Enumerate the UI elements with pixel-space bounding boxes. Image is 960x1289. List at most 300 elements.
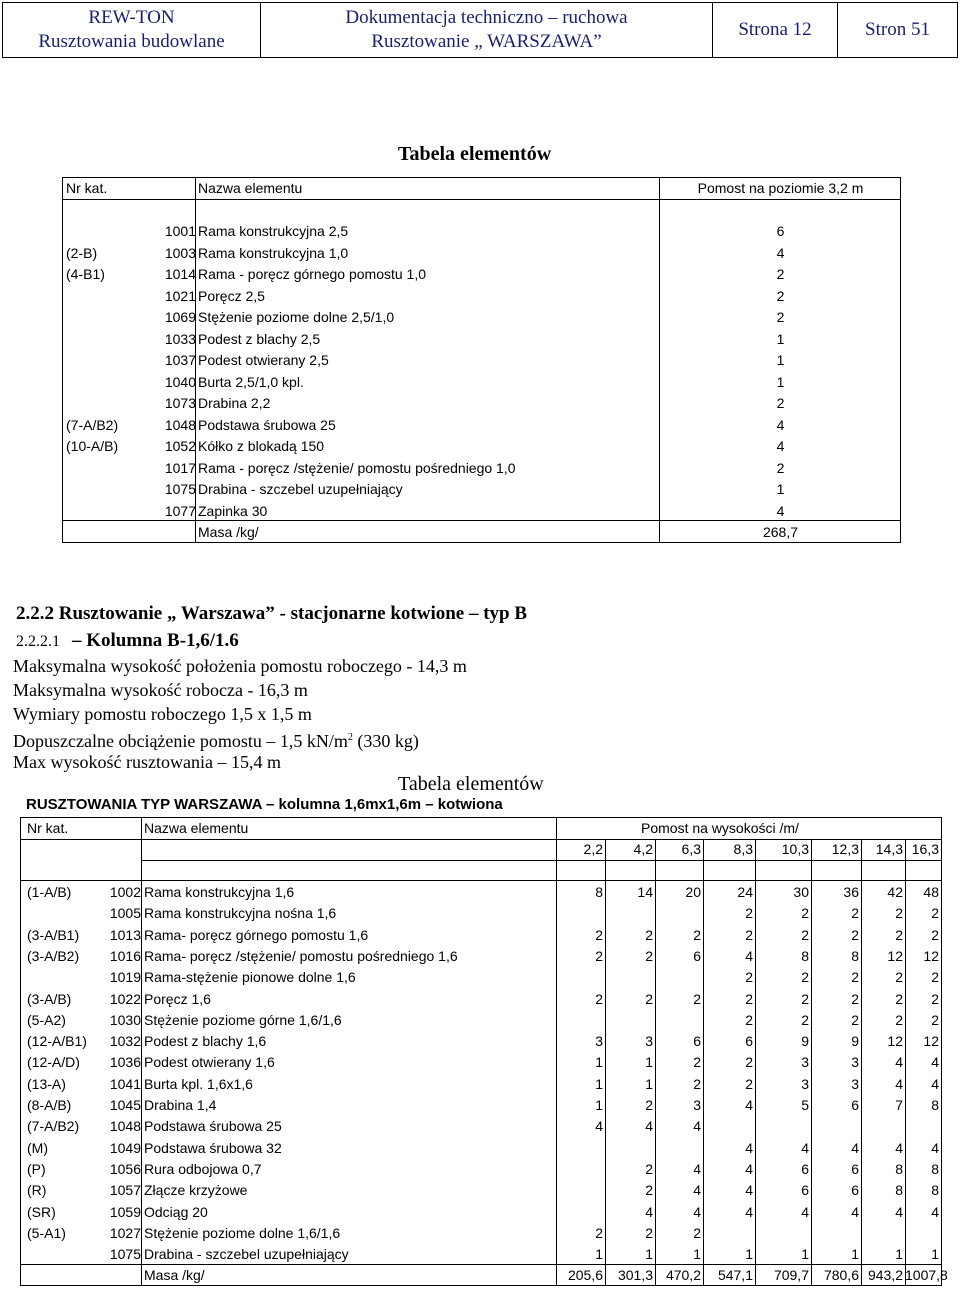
t2-cell-nrkat: (12-A/D) — [27, 1054, 80, 1071]
t2-cell-value: 1 — [931, 1246, 939, 1263]
t2-row — [21, 1116, 941, 1137]
t2-cell-name: Podest otwierany 1,6 — [144, 1054, 275, 1071]
t2-cell-value: 2 — [931, 905, 939, 922]
t2-cell-value: 4 — [645, 1203, 653, 1220]
t2-cell-code: 1030 — [109, 1011, 141, 1028]
spec-line: Wymiary pomostu roboczego 1,5 x 1,5 m — [13, 704, 312, 724]
t2-cell-value: 2 — [801, 1011, 809, 1028]
t2-cell-name: Podstawa śrubowa 32 — [144, 1139, 282, 1156]
t2-cell-value: 4 — [931, 1139, 939, 1156]
t2-cell-value: 2 — [645, 990, 653, 1007]
t1-cell-name: Drabina 2,2 — [198, 395, 271, 411]
t1-cell-value: 2 — [776, 266, 785, 282]
t2-cell-value: 3 — [801, 1054, 809, 1071]
t1-cell-nrkat: (7-A/B2) — [66, 416, 119, 433]
spec-line: Max wysokość rusztowania – 15,4 m — [13, 752, 281, 772]
table2-title: RUSZTOWANIA TYP WARSZAWA – kolumna 1,6mx1,6m – kotwiona — [26, 796, 503, 813]
t2-header-row — [21, 818, 941, 839]
t2-cell-name: Rama konstrukcyjna 1,6 — [144, 884, 295, 900]
t2-cell-nrkat: (SR) — [27, 1203, 56, 1220]
t2-cell-value: 6 — [745, 1033, 753, 1050]
t2-cell-value: 2 — [895, 969, 903, 986]
t1-cell-value: 2 — [776, 309, 785, 325]
t2-cell-value: 2 — [745, 969, 753, 986]
t2-cell-code: 1005 — [109, 905, 141, 922]
t1-cell-name: Kółko z blokadą 150 — [198, 438, 325, 454]
t1-cell-value: 1 — [776, 373, 785, 390]
t1-cell-name: Podest z blachy 2,5 — [198, 330, 321, 347]
t1-cell-value: 1 — [776, 481, 785, 497]
t2-cell-value: 12 — [923, 947, 939, 964]
t2-cell-code: 1075 — [109, 1246, 141, 1263]
t2-cell-value: 8 — [595, 884, 603, 900]
t2-divider — [861, 839, 862, 1285]
t1-mass-row — [63, 522, 900, 544]
subsection-number: 2.2.2.1 — [16, 633, 60, 650]
t2-cell-value: 1 — [801, 1246, 809, 1263]
t1-cell-value: 6 — [776, 223, 785, 239]
t1-cell-code: 1048 — [164, 416, 196, 433]
table1-caption: Tabela elementów — [398, 143, 552, 165]
t2-cell-value: 14 — [637, 884, 653, 900]
t2-cell-value: 8 — [851, 947, 859, 964]
t2-cell-value: 1 — [595, 1075, 603, 1092]
t2-cell-value: 6 — [693, 947, 701, 964]
t1-cell-nrkat: (10-A/B) — [66, 438, 119, 454]
t2-cell-code: 1032 — [109, 1033, 141, 1050]
t2-divider — [556, 818, 557, 1285]
t2-height-cell: 12,3 — [831, 841, 859, 857]
t1-cell-code: 1052 — [164, 438, 196, 454]
t2-cell-code: 1019 — [109, 969, 141, 986]
t2-cell-nrkat: (P) — [27, 1160, 46, 1177]
t2-cell-value: 2 — [595, 926, 603, 943]
t1-cell-name: Rama - poręcz górnego pomostu 1,0 — [198, 266, 427, 282]
t2-cell-value: 4 — [693, 1118, 701, 1135]
t2-row — [21, 989, 941, 1010]
t2-cell-code: 1002 — [109, 884, 141, 900]
t2-cell-value: 4 — [595, 1118, 603, 1135]
t2-cell-name: Drabina 1,4 — [144, 1097, 217, 1113]
t2-cell-name: Rama- poręcz /stężenie/ pomostu pośredniego 1,6 — [144, 947, 458, 964]
t1-cell-value: 4 — [776, 502, 785, 519]
t2-cell-value: 12 — [887, 947, 903, 964]
t2-cell-value: 48 — [923, 884, 939, 900]
t2-cell-code: 1059 — [109, 1203, 141, 1220]
t2-cell-value: 2 — [645, 1224, 653, 1241]
t2-cell-value: 2 — [801, 905, 809, 922]
t2-cell-value: 3 — [595, 1033, 603, 1050]
t2-divider — [703, 839, 704, 1285]
t1-row — [63, 286, 900, 308]
t2-cell-value: 6 — [851, 1097, 859, 1113]
t2-cell-value: 7 — [895, 1097, 903, 1113]
t2-cell-value: 2 — [851, 926, 859, 943]
t2-cell-code: 1041 — [109, 1075, 141, 1092]
t2-row — [21, 1223, 941, 1244]
t2-cell-value: 2 — [645, 1182, 653, 1199]
t2-height-cell: 2,2 — [583, 841, 603, 857]
t2-row — [21, 1202, 941, 1223]
t2-cell-value: 8 — [931, 1182, 939, 1199]
t1-cell-code: 1014 — [164, 266, 196, 282]
t2-cell-code: 1016 — [109, 947, 141, 964]
t2-cell-value: 4 — [895, 1139, 903, 1156]
t2-cell-value: 2 — [745, 990, 753, 1007]
page-header — [2, 2, 958, 58]
t2-cell-value: 2 — [645, 1160, 653, 1177]
t2-cell-nrkat: (7-A/B2) — [27, 1118, 80, 1135]
t2-cell-code: 1036 — [109, 1054, 141, 1071]
t2-cell-value: 8 — [895, 1160, 903, 1177]
t2-row — [21, 1074, 941, 1095]
t2-cell-code: 1049 — [109, 1139, 141, 1156]
t2-cell-value: 1 — [851, 1246, 859, 1263]
t2-cell-value: 30 — [793, 884, 809, 900]
t2-col-name: Nazwa elementu — [144, 820, 249, 836]
t1-row — [63, 479, 900, 501]
t1-cell-code: 1003 — [164, 244, 196, 261]
load-tail: (330 kg) — [352, 731, 419, 751]
t2-height-cell: 16,3 — [911, 841, 939, 857]
t1-cell-code: 1075 — [164, 481, 196, 497]
t2-cell-code: 1056 — [109, 1160, 141, 1177]
elements-table-2 — [20, 817, 948, 1286]
t1-cell-value: 4 — [776, 416, 785, 433]
t2-cell-value: 2 — [745, 1011, 753, 1028]
t2-cell-value: 2 — [895, 905, 903, 922]
t2-cell-value: 6 — [851, 1182, 859, 1199]
t1-cell-value: 2 — [776, 287, 785, 304]
t2-mass-label: Masa /kg/ — [144, 1267, 205, 1284]
t1-row — [63, 307, 900, 329]
t2-cell-value: 4 — [693, 1182, 701, 1199]
t2-row — [21, 967, 941, 988]
t1-cell-nrkat: (2-B) — [66, 244, 98, 261]
t2-cell-value: 2 — [895, 990, 903, 1007]
t2-cell-value: 2 — [745, 905, 753, 922]
t2-row — [21, 1010, 941, 1031]
t2-cell-nrkat: (12-A/B1) — [27, 1033, 87, 1050]
t2-cell-name: Rama konstrukcyjna nośna 1,6 — [144, 905, 337, 922]
t1-cell-code: 1037 — [164, 352, 196, 368]
t2-cell-code: 1013 — [109, 926, 141, 943]
t2-height-cell: 8,3 — [733, 841, 753, 857]
t1-row — [63, 393, 900, 415]
t2-row — [21, 925, 941, 946]
load-superscript: 2 — [347, 732, 353, 743]
spec-load-line — [13, 726, 419, 753]
t2-row — [21, 1159, 941, 1180]
t2-cell-value: 12 — [923, 1033, 939, 1050]
t2-height-cell: 14,3 — [875, 841, 903, 857]
t1-cell-name: Stężenie poziome dolne 2,5/1,0 — [198, 309, 395, 325]
t1-cell-value: 1 — [776, 330, 785, 347]
t2-cell-value: 4 — [745, 1139, 753, 1156]
t2-cell-value: 2 — [645, 1097, 653, 1113]
t2-cell-nrkat: (13-A) — [27, 1075, 66, 1092]
t2-height-cell: 6,3 — [681, 841, 701, 857]
t2-cell-value: 2 — [801, 990, 809, 1007]
t2-cell-value: 3 — [801, 1075, 809, 1092]
t2-col-nrkat: Nr kat. — [27, 820, 69, 836]
t2-mass-value: 943,2 — [867, 1267, 903, 1284]
t1-cell-name: Podest otwierany 2,5 — [198, 352, 329, 368]
t1-cell-code: 1001 — [164, 223, 196, 239]
t2-mass-value: 709,7 — [773, 1267, 809, 1284]
subsection-heading — [16, 630, 239, 652]
t2-cell-name: Rura odbojowa 0,7 — [144, 1160, 262, 1177]
t1-cell-value: 4 — [776, 438, 785, 454]
t2-cell-nrkat: (3-A/B2) — [27, 947, 80, 964]
t1-cell-code: 1040 — [164, 373, 196, 390]
t2-cell-value: 1 — [745, 1246, 753, 1263]
t1-header-row — [63, 178, 900, 200]
t2-cell-value: 2 — [693, 1054, 701, 1071]
t2-cell-value: 42 — [887, 884, 903, 900]
t2-row — [21, 1052, 941, 1073]
t1-cell-name: Podstawa śrubowa 25 — [198, 416, 336, 433]
t2-cell-value: 1 — [595, 1246, 603, 1263]
t2-mass-value: 780,6 — [823, 1267, 859, 1284]
subsection-title: – Kolumna B-1,6/1.6 — [72, 630, 239, 651]
t1-cell-code: 1069 — [164, 309, 196, 325]
t2-cell-value: 2 — [895, 926, 903, 943]
t1-cell-name: Burta 2,5/1,0 kpl. — [198, 373, 304, 390]
company-subtitle: Rusztowania budowlane — [38, 31, 225, 52]
elements-table-1 — [62, 177, 901, 543]
page-number: Strona 12 — [713, 3, 838, 58]
t2-cell-value: 2 — [931, 1011, 939, 1028]
t2-row — [21, 903, 941, 924]
t2-cell-nrkat: (3-A/B) — [27, 990, 72, 1007]
t2-cell-name: Rama-stężenie pionowe dolne 1,6 — [144, 969, 356, 986]
t1-row — [63, 329, 900, 351]
t2-cell-value: 20 — [685, 884, 701, 900]
t2-height-cell: 4,2 — [633, 841, 653, 857]
t2-cell-value: 1 — [645, 1054, 653, 1071]
t1-cell-code: 1021 — [164, 287, 196, 304]
t2-cell-value: 6 — [693, 1033, 701, 1050]
t2-rule — [21, 880, 941, 881]
t2-cell-value: 9 — [851, 1033, 859, 1050]
t2-cell-value: 4 — [745, 1097, 753, 1113]
t2-cell-name: Odciąg 20 — [144, 1203, 208, 1220]
t2-cell-value: 4 — [931, 1075, 939, 1092]
t2-cell-value: 1 — [693, 1246, 701, 1263]
t2-cell-value: 2 — [851, 1011, 859, 1028]
t2-heights-row — [21, 839, 941, 860]
t2-cell-value: 4 — [851, 1203, 859, 1220]
t2-cell-nrkat: (1-A/B) — [27, 884, 72, 900]
t2-cell-value: 4 — [745, 947, 753, 964]
t2-cell-value: 2 — [645, 947, 653, 964]
t1-col-value: Pomost na poziomie 3,2 m — [697, 180, 864, 196]
t1-row — [63, 350, 900, 372]
t2-divider — [655, 839, 656, 1285]
t1-row — [63, 264, 900, 286]
t2-cell-nrkat: (M) — [27, 1139, 48, 1156]
table2-caption: Tabela elementów — [398, 773, 544, 795]
t2-cell-value: 1 — [645, 1246, 653, 1263]
t2-cell-value: 8 — [895, 1182, 903, 1199]
t2-cell-code: 1048 — [109, 1118, 141, 1135]
document-title: Dokumentacja techniczno – ruchowa — [345, 7, 628, 28]
t2-cell-name: Rama- poręcz górnego pomostu 1,6 — [144, 926, 369, 943]
t1-row — [63, 415, 900, 437]
t2-cell-value: 2 — [595, 947, 603, 964]
t2-cell-name: Burta kpl. 1,6x1,6 — [144, 1075, 253, 1092]
t1-col-nrkat: Nr kat. — [66, 180, 108, 196]
t2-cell-value: 36 — [843, 884, 859, 900]
t2-cell-value: 2 — [801, 969, 809, 986]
t2-cell-value: 6 — [801, 1182, 809, 1199]
t1-cell-name: Rama konstrukcyjna 1,0 — [198, 244, 349, 261]
t2-cell-value: 2 — [801, 926, 809, 943]
t2-cell-name: Złącze krzyżowe — [144, 1182, 248, 1199]
t2-cell-value: 4 — [851, 1139, 859, 1156]
t2-cell-value: 3 — [645, 1033, 653, 1050]
t2-cell-name: Poręcz 1,6 — [144, 990, 211, 1007]
t2-cell-nrkat: (3-A/B1) — [27, 926, 80, 943]
t2-divider — [141, 818, 142, 1285]
t2-cell-code: 1022 — [109, 990, 141, 1007]
t1-row — [63, 458, 900, 480]
t2-rule — [141, 860, 941, 861]
t1-cell-value: 1 — [776, 352, 785, 368]
t2-cell-value: 2 — [931, 990, 939, 1007]
t2-cell-value: 2 — [745, 1075, 753, 1092]
t2-cell-value: 2 — [851, 990, 859, 1007]
t1-cell-name: Rama konstrukcyjna 2,5 — [198, 223, 349, 239]
t2-cell-value: 1 — [595, 1054, 603, 1071]
t2-cell-value: 6 — [801, 1160, 809, 1177]
t2-cell-name: Podstawa śrubowa 25 — [144, 1118, 282, 1135]
t2-cell-value: 3 — [693, 1097, 701, 1113]
t2-row — [21, 1138, 941, 1159]
section-heading: 2.2.2 Rusztowanie „ Warszawa” - stacjonarne kotwione – typ B — [16, 603, 528, 624]
t2-cell-name: Stężenie poziome górne 1,6/1,6 — [144, 1011, 342, 1028]
t2-cell-value: 2 — [931, 969, 939, 986]
t2-divider — [905, 839, 906, 1285]
t2-cell-value: 1 — [595, 1097, 603, 1113]
t2-cell-value: 4 — [693, 1203, 701, 1220]
t2-cell-value: 4 — [801, 1203, 809, 1220]
t2-cell-name: Stężenie poziome dolne 1,6/1,6 — [144, 1224, 341, 1241]
t2-cell-value: 3 — [851, 1054, 859, 1071]
t1-row — [63, 501, 900, 523]
page-count: Stron 51 — [838, 3, 958, 58]
t1-cell-value: 4 — [776, 244, 785, 261]
t1-cell-code: 1077 — [164, 502, 196, 519]
t2-cell-value: 2 — [693, 1224, 701, 1241]
t2-cell-value: 2 — [595, 1224, 603, 1241]
t2-cell-nrkat: (5-A1) — [27, 1224, 66, 1241]
t2-cell-nrkat: (R) — [27, 1182, 47, 1199]
t2-cell-code: 1057 — [109, 1182, 141, 1199]
t2-cell-value: 4 — [745, 1182, 753, 1199]
t2-rule — [21, 839, 941, 840]
t2-cell-value: 1 — [645, 1075, 653, 1092]
t2-cell-value: 4 — [895, 1075, 903, 1092]
t1-row — [63, 243, 900, 265]
t2-cell-name: Podest z blachy 1,6 — [144, 1033, 267, 1050]
t2-row — [21, 882, 941, 903]
t2-cell-value: 4 — [745, 1203, 753, 1220]
t2-cell-value: 2 — [745, 1054, 753, 1071]
t1-cell-value: 2 — [776, 459, 785, 476]
t2-cell-value: 8 — [931, 1097, 939, 1113]
t2-row — [21, 1031, 941, 1052]
t2-cell-value: 8 — [931, 1160, 939, 1177]
t2-cell-value: 8 — [801, 947, 809, 964]
t1-row — [63, 436, 900, 458]
spec-line: Maksymalna wysokość robocza - 16,3 m — [13, 680, 308, 700]
t2-cell-value: 2 — [895, 1011, 903, 1028]
t2-row — [21, 1180, 941, 1201]
t2-cell-value: 2 — [693, 1075, 701, 1092]
t2-row — [21, 946, 941, 967]
t2-row — [21, 1244, 941, 1265]
t1-cell-value: 2 — [776, 395, 785, 411]
t2-cell-value: 2 — [851, 905, 859, 922]
t2-cell-name: Drabina - szczebel uzupełniający — [144, 1246, 349, 1263]
t2-divider — [605, 839, 606, 1285]
t2-cell-code: 1027 — [109, 1224, 141, 1241]
t2-mass-value: 470,2 — [665, 1267, 701, 1284]
header-title-cell — [261, 3, 713, 58]
t2-cell-value: 6 — [851, 1160, 859, 1177]
t1-cell-name: Drabina - szczebel uzupełniający — [198, 481, 403, 497]
company-name: REW-TON — [88, 7, 175, 28]
t2-mass-value: 547,1 — [717, 1267, 753, 1284]
load-text: Dopuszczalne obciążenie pomostu – 1,5 kN/m — [13, 731, 348, 751]
t2-divider — [811, 839, 812, 1285]
t1-cell-nrkat: (4-B1) — [66, 266, 105, 282]
t2-cell-value: 12 — [887, 1033, 903, 1050]
t2-cell-value: 4 — [931, 1054, 939, 1071]
t1-cell-name: Poręcz 2,5 — [198, 287, 265, 304]
t1-mass-label: Masa /kg/ — [198, 524, 259, 540]
t2-cell-value: 2 — [851, 969, 859, 986]
t2-mass-value: 301,3 — [617, 1267, 653, 1284]
t2-cell-value: 4 — [931, 1203, 939, 1220]
t1-mass-value: 268,7 — [762, 524, 799, 540]
t2-cell-value: 3 — [851, 1075, 859, 1092]
t2-cell-value: 1 — [895, 1246, 903, 1263]
t1-cell-name: Rama - poręcz /stężenie/ pomostu pośredniego 1,0 — [198, 459, 516, 476]
t2-mass-row — [21, 1265, 948, 1286]
t1-row — [63, 372, 900, 394]
t2-mass-value: 205,6 — [567, 1267, 603, 1284]
t1-cell-code: 1033 — [164, 330, 196, 347]
t2-cell-value: 9 — [801, 1033, 809, 1050]
t1-cell-code: 1073 — [164, 395, 196, 411]
t2-cell-value: 2 — [931, 926, 939, 943]
t2-mass-value: 1007,8 — [905, 1267, 948, 1284]
t2-cell-value: 4 — [895, 1203, 903, 1220]
t1-cell-name: Zapinka 30 — [198, 502, 268, 519]
t2-cell-value: 4 — [801, 1139, 809, 1156]
header-company-cell — [3, 3, 261, 58]
t2-cell-nrkat: (8-A/B) — [27, 1097, 72, 1113]
t2-cell-value: 5 — [801, 1097, 809, 1113]
t2-cell-value: 4 — [693, 1160, 701, 1177]
t2-cell-value: 2 — [645, 926, 653, 943]
t2-cell-value: 2 — [595, 990, 603, 1007]
t2-cell-nrkat: (5-A2) — [27, 1011, 66, 1028]
t2-col-group: Pomost na wysokości /m/ — [641, 820, 799, 836]
